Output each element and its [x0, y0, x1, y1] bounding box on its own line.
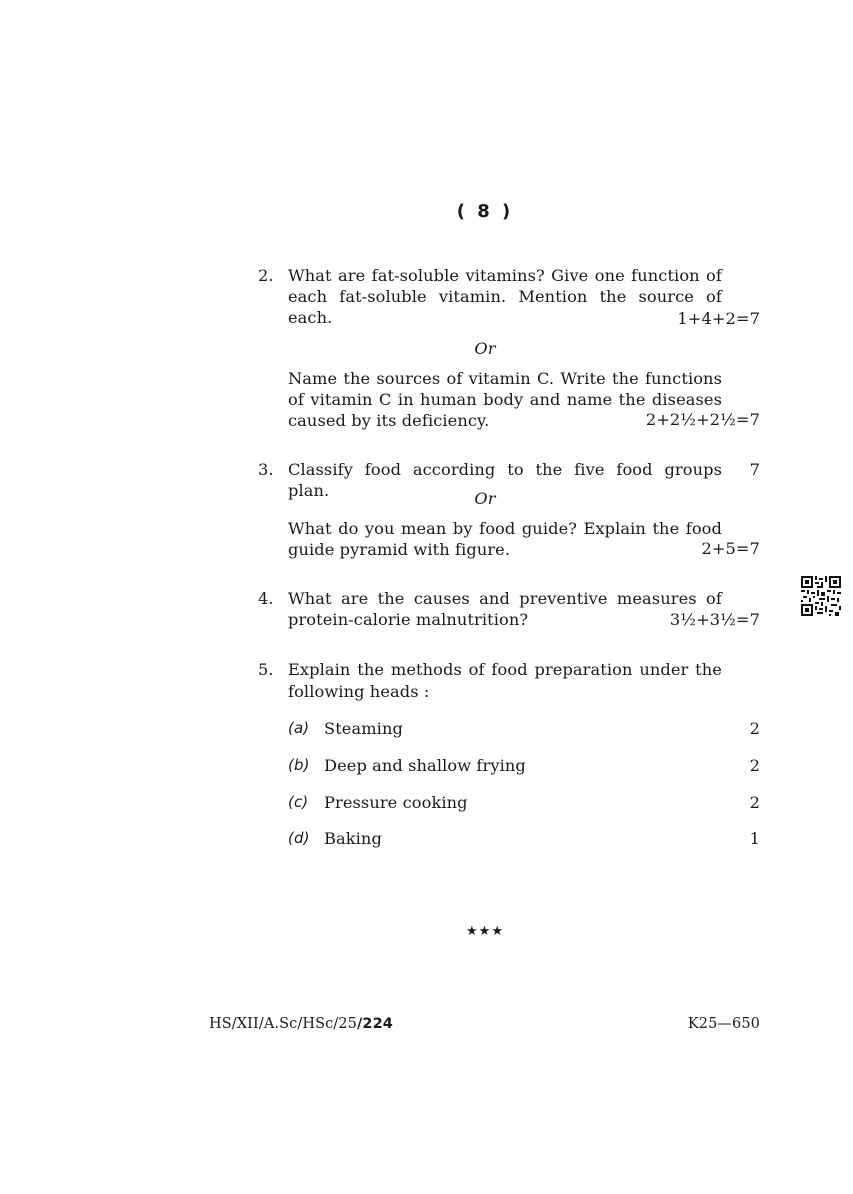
part-label: (d): [288, 829, 310, 847]
part-marks: 2: [749, 719, 760, 738]
print-code: K25—650: [687, 1016, 760, 1032]
part-label: (c): [288, 793, 309, 811]
part-text: Baking: [324, 829, 382, 848]
part-marks: 2: [749, 793, 760, 812]
question-text: Explain the methods of food preparation under the following heads :: [288, 660, 722, 701]
qr-code-icon: [801, 576, 841, 616]
question-number: 3.: [258, 460, 274, 479]
question-marks: 1+4+2=7: [677, 309, 760, 328]
question-text-continued: protein-calorie malnutrition?: [288, 610, 529, 629]
question-number: 4.: [258, 589, 274, 608]
part-label: (a): [288, 719, 310, 737]
part-text: Deep and shallow frying: [324, 756, 526, 775]
question-marks: 3½+3½=7: [669, 610, 760, 629]
part-marks: 2: [749, 756, 760, 775]
alternative-marks: 2+5=7: [701, 539, 760, 558]
alternative-marks: 2+2½+2½=7: [645, 410, 760, 429]
page-number: ( 8 ): [456, 201, 514, 222]
question-marks: 7: [749, 460, 760, 479]
question-number: 5.: [258, 660, 274, 679]
or-label: Or: [474, 489, 496, 508]
alternative-question-text: Name the sources of vitamin C. Write the functions of vitamin C in human body and name the diseases caused by its deficiency.: [288, 369, 722, 430]
question-number: 2.: [258, 266, 274, 285]
alternative-question-text: What do you mean by food guide? Explain the food guide pyramid with figure.: [288, 519, 722, 559]
question-text: Classify food according to the five food groups plan.: [288, 460, 722, 500]
question-text: What are the causes and preventive measures of: [288, 589, 722, 608]
end-marker: ★★★: [466, 924, 504, 939]
part-text: Pressure cooking: [324, 793, 468, 812]
part-text: Steaming: [324, 719, 403, 738]
question-text: What are fat-soluble vitamins? Give one function of each fat-soluble vitamin. Mention the source of each.: [288, 266, 722, 327]
or-label: Or: [474, 339, 496, 358]
part-marks: 1: [749, 829, 760, 848]
part-label: (b): [288, 756, 310, 774]
paper-code: HS/XII/A.Sc/HSc/25/224: [209, 1016, 393, 1032]
